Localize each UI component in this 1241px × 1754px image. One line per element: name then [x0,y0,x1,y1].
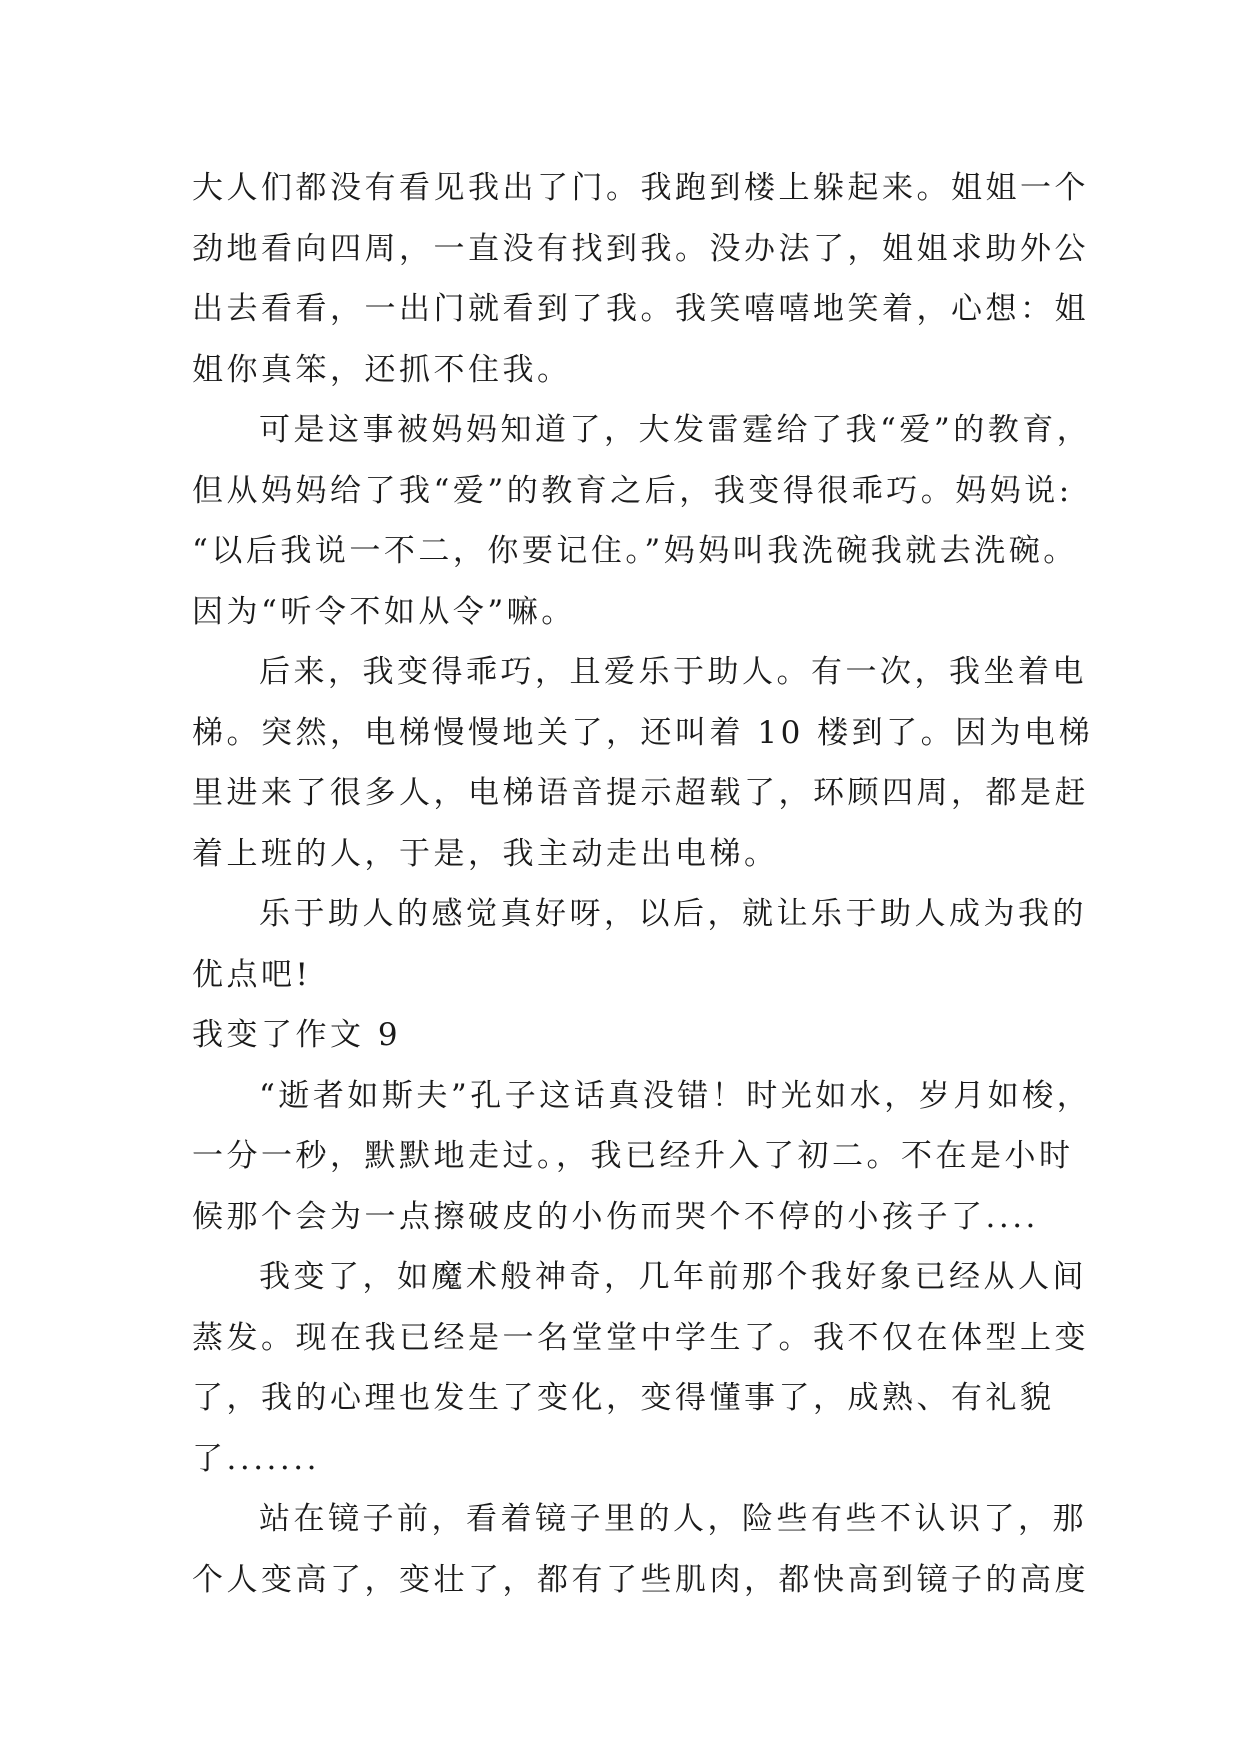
text-line: 大人们都没有看见我出了门。我跑到楼上躲起来。姐姐一个 [192,170,1089,206]
text-line: “以后我说一不二，你要记住。”妈妈叫我洗碗我就去洗碗。 [192,533,1078,569]
text-line: 了....... [192,1440,320,1477]
text-line: 优点吧! [192,956,312,993]
text-line: 梯。突然，电梯慢慢地关了，还叫着 10 楼到了。因为电梯 [192,714,1094,751]
text-line: 出去看看，一出门就看到了我。我笑嘻嘻地笑着，心想：姐 [192,291,1089,327]
text-line: 了，我的心理也发生了变化，变得懂事了，成熟、有礼貌 [192,1380,1055,1416]
paragraph-start-line: 乐于助人的感觉真好呀，以后，就让乐于助人成为我的 [259,896,1087,932]
text-line: 一分一秒，默默地走过。，我已经升入了初二。不在是小时 [192,1138,1074,1174]
paragraph-start-line: “逝者如斯夫”孔子这话真没错！时光如水，岁月如梭， [259,1077,1092,1114]
paragraph-start-line: 后来，我变得乖巧，且爱乐于助人。有一次，我坐着电 [259,654,1087,690]
text-line: 着上班的人，于是，我主动走出电梯。 [192,835,779,872]
paragraph-start-line: 我变了，如魔术般神奇，几年前那个我好象已经从人间 [259,1259,1087,1295]
text-line: 姐你真笨，还抓不住我。 [192,351,572,388]
text-line: 劲地看向四周，一直没有找到我。没办法了，姐姐求助外公 [192,230,1089,267]
paragraph-start-line: 站在镜子前，看着镜子里的人，险些有些不认识了，那 [259,1501,1087,1537]
document-body [192,158,1094,1610]
text-line: 因为“听令不如从令”嘛。 [192,593,576,630]
text-line: 但从妈妈给了我“爱”的教育之后，我变得很乖巧。妈妈说: [192,472,1073,509]
paragraph-start-line: 可是这事被妈妈知道了，大发雷霆给了我“爱”的教育， [259,412,1092,448]
text-line: 蒸发。现在我已经是一名堂堂中学生了。我不仅在体型上变 [192,1319,1089,1356]
text-line: 候那个会为一点擦破皮的小伤而哭个不停的小孩子了.... [192,1198,1039,1235]
text-line: 里进来了很多人，电梯语音提示超载了，环顾四周，都是赶 [192,775,1089,811]
text-line: 个人变高了，变壮了，都有了些肌肉，都快高到镜子的高度 [192,1561,1089,1598]
section-heading: 我变了作文 9 [192,1017,402,1053]
